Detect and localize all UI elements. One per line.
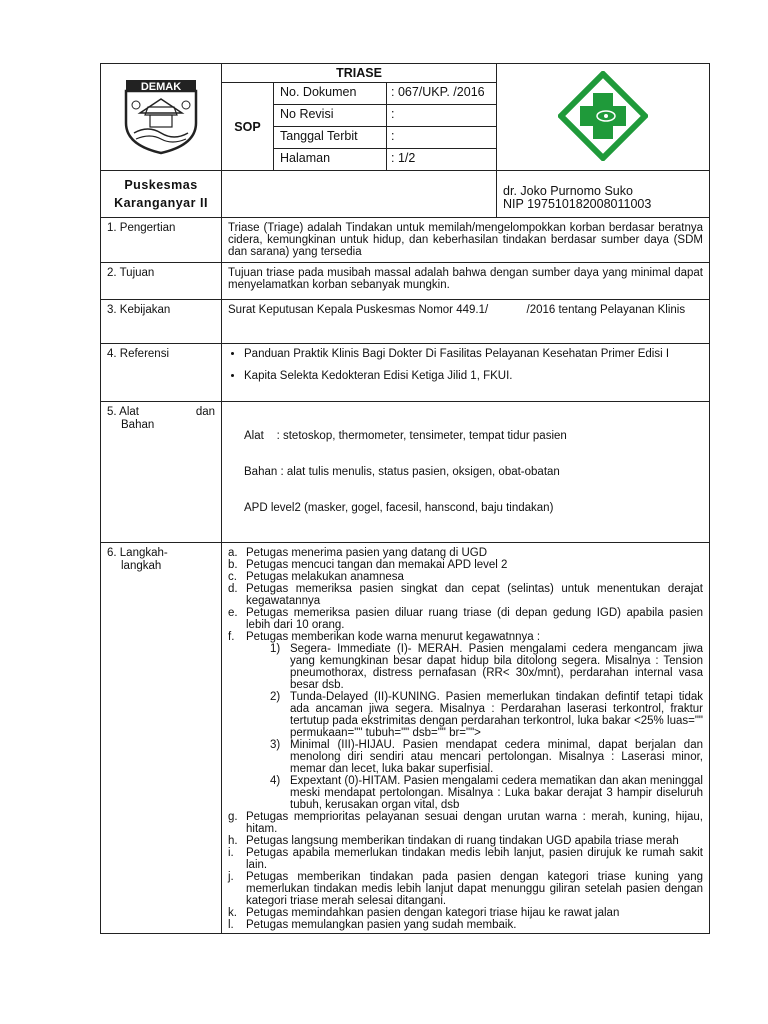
list-item: b. Petugas mencuci tangan dan memakai APD level 2 bbox=[228, 559, 508, 571]
list-item: 2) Tunda-Delayed (II)-KUNING. Pasien memerlukan tindakan defintif tetapi tidak ada ancaman jiwa segera. Misalnya : Perdarahan laserasi terkontrol, fraktur tertutup pada ekstrimitas dengan perdarahan terkontrol, luka bakar <25% luas="" permukaan="" tubuh="" dsb="" br=""> bbox=[270, 691, 703, 739]
list-item: l. Petugas memulangkan pasien yang sudah membaik. bbox=[228, 919, 517, 931]
list-item: • Kapita Selekta Kedokteran Edisi Ketiga Jilid 1, FKUI. bbox=[244, 370, 703, 382]
signer-name: dr. Joko Purnomo Suko bbox=[503, 184, 633, 198]
puskesmas-name bbox=[101, 171, 222, 218]
list-item: 4) Expextant (0)-HITAM. Pasien mengalami cedera mematikan dan akan meninggal meski mendapat pertolongan. Misalnya : Luka bakar derajat 3 hampir diseluruh tubuh, kerusakan organ vital, dsb bbox=[270, 775, 703, 811]
cross-logo-cell bbox=[497, 64, 710, 171]
list-item: • Panduan Praktik Klinis Bagi Dokter Di Fasilitas Pelayanan Kesehatan Primer Edisi I bbox=[244, 348, 703, 360]
text-alat-bahan bbox=[222, 402, 710, 543]
list-item: h. Petugas langsung memberikan tindakan di ruang tindakan UGD apabila triase merah bbox=[228, 835, 679, 847]
label-kebijakan: 3. Kebijakan bbox=[101, 300, 222, 344]
content-table bbox=[100, 217, 710, 934]
list-item: 1) Segera- Immediate (I)- MERAH. Pasien mengalami cedera mengancam jiwa yang kemungkinan besar dapat hidup bila ditolong segera. Misalnya : Tension pneumothorax, distress pernafasan (RR< 30x/mnt), perdarahan internal vasa besar dsb. bbox=[270, 643, 703, 691]
bahan-line: Bahan : alat tulis menulis, status pasien, oksigen, obat-obatan bbox=[244, 466, 560, 478]
demak-logo-icon bbox=[120, 77, 202, 155]
puskesmas-line1: Puskesmas bbox=[124, 178, 198, 192]
list-item: g. Petugas memprioritas pelayanan sesuai dengan urutan warna : merah, kuning, hijau, hitam. bbox=[228, 811, 703, 835]
sop-label: SOP bbox=[222, 83, 274, 171]
label-langkah-a: 6. Langkah- bbox=[107, 547, 168, 559]
list-item: a. Petugas menerima pasien yang datang di UGD bbox=[228, 547, 488, 559]
meta-label-tanggal-terbit: Tanggal Terbit bbox=[274, 127, 387, 149]
meta-value-tanggal-terbit: : bbox=[387, 127, 497, 149]
label-pengertian: 1. Pengertian bbox=[101, 218, 222, 263]
label-alat: 5. Alat bbox=[107, 406, 139, 418]
label-tujuan: 2. Tujuan bbox=[101, 263, 222, 300]
logo-text: DEMAK bbox=[140, 80, 182, 93]
signer-block bbox=[497, 171, 710, 218]
meta-value-no-revisi: : bbox=[387, 105, 497, 127]
list-item: c. Petugas melakukan anamnesa bbox=[228, 571, 404, 583]
text-pengertian: Triase (Triage) adalah Tindakan untuk memilah/mengelompokkan korban berdasar beratnya cidera, kemungkinan untuk hidup, dan keberhasilan tindakan berdasar sumber daya (SDM dan sarana) yang tersedia bbox=[222, 218, 710, 263]
label-referensi: 4. Referensi bbox=[101, 344, 222, 402]
apd-line: APD level2 (masker, gogel, facesil, hanscond, baju tindakan) bbox=[244, 502, 554, 514]
label-bahan: Bahan bbox=[121, 419, 155, 431]
alat-line: Alat : stetoskop, thermometer, tensimeter, tempat tidur pasien bbox=[244, 430, 567, 442]
meta-value-no-dokumen: : 067/UKP. /2016 bbox=[387, 83, 497, 105]
list-item: e. Petugas memeriksa pasien diluar ruang triase (di depan gedung IGD) apabila pasien lebih dari 10 orang. bbox=[228, 607, 703, 631]
meta-label-no-dokumen: No. Dokumen bbox=[274, 83, 387, 105]
list-item: f. Petugas memberikan kode warna menurut kegawatnnya : 1) Segera- Immediate (I)- MERAH. Pasien mengalami cedera mengancam jiwa yang kemungkinan besar dapat hidup bila ditolong segera. Misalnya : Tension pneumothorax, distress pernafasan (RR< 30x/mnt), perdarahan internal vasa besar dsb. 2) Tunda-Delayed (II)-KUNING. Pasien memerlukan tindakan defintif tetapi tidak ada ancaman jiwa segera. Misalnya : Perdarahan laserasi terkontrol, fraktur tertutup pada ekstrimitas dengan perdarahan terkontrol, luka bakar <25% luas="" permukaan="" tubuh="" dsb="" br=""> 3) Minimal (III)-HIJAU. Pasien mendapat cedera minimal, dapat berjalan dan menolong diri sendiri atau mencari pertolongan. Misalnya : Laserasi minor, memar dan lecet, luka bakar superfisial. 4) Expextant (0)-HITAM. Pasien mengalami cedera mematikan dan akan meninggal meski mendapat pertolongan. Misalnya : Luka bakar derajat 3 hampir diseluruh tubuh, kerusakan organ vital, dsb bbox=[228, 631, 703, 811]
signer-nip: NIP 197510182008011003 bbox=[503, 197, 652, 211]
label-dan: dan bbox=[195, 406, 215, 418]
blank-cell bbox=[222, 171, 497, 218]
list-item: k. Petugas memindahkan pasien dengan kategori triase hijau ke rawat jalan bbox=[228, 907, 620, 919]
list-referensi bbox=[222, 344, 710, 402]
meta-label-no-revisi: No Revisi bbox=[274, 105, 387, 127]
puskesmas-line2: Karanganyar II bbox=[114, 196, 208, 210]
label-langkah-b: langkah bbox=[121, 560, 162, 572]
meta-label-halaman: Halaman bbox=[274, 149, 387, 171]
puskesmas-cross-logo-icon bbox=[558, 71, 648, 161]
text-kebijakan: Surat Keputusan Kepala Puskesmas Nomor 449.1/ /2016 tentang Pelayanan Klinis bbox=[222, 300, 710, 344]
list-item: i. Petugas apabila memerlukan tindakan medis lebih lanjut, pasien dirujuk ke rumah sakit lain. bbox=[228, 847, 703, 871]
triage-color-list bbox=[246, 643, 703, 811]
document-title: TRIASE bbox=[222, 64, 497, 83]
list-item: d. Petugas memeriksa pasien singkat dan cepat (selintas) untuk menentukan derajat kegawatannya bbox=[228, 583, 703, 607]
header-table bbox=[100, 63, 710, 218]
logo-cell bbox=[101, 64, 222, 171]
steps-list bbox=[222, 543, 710, 934]
label-alat-bahan bbox=[101, 402, 222, 543]
list-item: 3) Minimal (III)-HIJAU. Pasien mendapat cedera minimal, dapat berjalan dan menolong diri sendiri atau mencari pertolongan. Misalnya : Laserasi minor, memar dan lecet, luka bakar superfisial. bbox=[270, 739, 703, 775]
sop-document bbox=[100, 63, 709, 934]
list-item: j. Petugas memberikan tindakan pada pasien dengan kategori triase kuning yang memerlukan tindakan medis lebih lanjut dapat menunggu giliran setelah pasien dengan kategori triase merah selesai ditangani. bbox=[228, 871, 703, 907]
label-langkah bbox=[101, 543, 222, 934]
text-tujuan: Tujuan triase pada musibah massal adalah bahwa dengan sumber daya yang minimal dapat menyelamatkan korban sebanyak mungkin. bbox=[222, 263, 710, 300]
meta-value-halaman: : 1/2 bbox=[387, 149, 497, 171]
